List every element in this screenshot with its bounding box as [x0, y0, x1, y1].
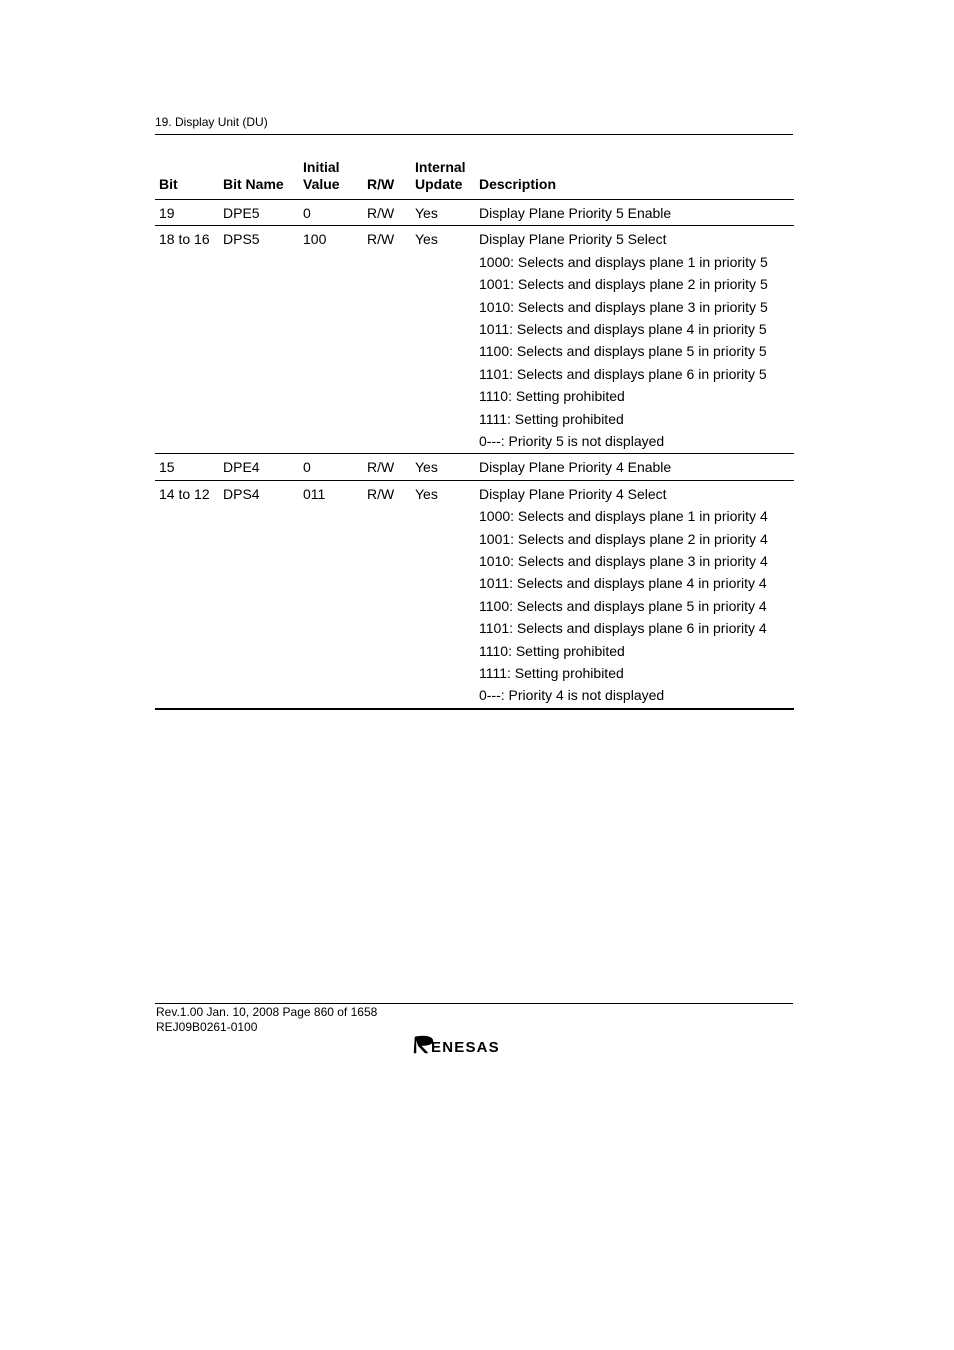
description-line: 1000: Selects and displays plane 1 in priority 5 [479, 253, 768, 270]
svg-text:ENESAS: ENESAS [431, 1039, 500, 1055]
bit-cell: 19 [159, 205, 175, 221]
table-row [155, 226, 794, 454]
footer-doc-number: REJ09B0261-0100 [156, 1020, 258, 1034]
initial-value-cell: 100 [303, 231, 327, 248]
description-line: Display Plane Priority 4 Enable [479, 459, 672, 476]
description-line: 1101: Selects and displays plane 6 in priority 5 [479, 365, 767, 382]
footer-rule [155, 1003, 793, 1004]
initial-value-cell: 0 [303, 459, 311, 476]
description-line: 1101: Selects and displays plane 6 in priority 4 [479, 620, 767, 637]
column-header-bit-name: Bit Name [223, 176, 284, 192]
table-row [155, 481, 794, 710]
table-row [155, 200, 794, 226]
description-line: 1110: Setting prohibited [479, 642, 625, 659]
column-header-initial-value: Initial Value [303, 159, 340, 192]
table-row [155, 454, 794, 480]
header-rule [155, 134, 793, 135]
description-line: 1111: Setting prohibited [479, 410, 624, 427]
description-line: 1001: Selects and displays plane 2 in priority 4 [479, 530, 768, 547]
description-line: Display Plane Priority 5 Enable [479, 205, 672, 221]
rw-cell: R/W [367, 485, 395, 502]
table-body [155, 200, 794, 710]
column-header-bit: Bit [159, 176, 178, 192]
description-line: 1010: Selects and displays plane 3 in priority 5 [479, 298, 768, 315]
section-title: 19. Display Unit (DU) [155, 115, 268, 129]
table-header-row [155, 150, 794, 200]
description-line: 1111: Setting prohibited [479, 664, 624, 681]
description-line: 1110: Setting prohibited [479, 388, 625, 405]
footer-revision: Rev.1.00 Jan. 10, 2008 Page 860 of 1658 [156, 1005, 378, 1019]
description-line: 1000: Selects and displays plane 1 in priority 4 [479, 508, 768, 525]
bit-cell: 18 to 16 [159, 231, 210, 248]
description-line: 0---: Priority 4 is not displayed [479, 687, 665, 704]
renesas-logo [413, 1033, 533, 1055]
initial-value-cell: 0 [303, 205, 311, 221]
description-line: 1011: Selects and displays plane 4 in priority 4 [479, 575, 767, 592]
description-line: 1100: Selects and displays plane 5 in priority 5 [479, 343, 767, 360]
internal-update-cell: Yes [415, 231, 438, 248]
description-line: Display Plane Priority 4 Select [479, 485, 667, 502]
internal-update-cell: Yes [415, 485, 438, 502]
description-line: 0---: Priority 5 is not displayed [479, 432, 665, 449]
bit-cell: 14 to 12 [159, 485, 210, 502]
description-line: Display Plane Priority 5 Select [479, 231, 667, 248]
description-cell [479, 456, 671, 478]
initial-value-cell: 011 [303, 485, 326, 502]
rw-cell: R/W [367, 459, 395, 476]
description-line: 1100: Selects and displays plane 5 in priority 4 [479, 597, 767, 614]
description-cell [479, 228, 768, 452]
column-header-rw: R/W [367, 176, 395, 192]
description-line: 1011: Selects and displays plane 4 in priority 5 [479, 320, 767, 337]
register-bit-table [155, 150, 794, 710]
bit-name-cell: DPS5 [223, 231, 260, 248]
rw-cell: R/W [367, 205, 395, 221]
description-line: 1001: Selects and displays plane 2 in priority 5 [479, 276, 768, 293]
internal-update-cell: Yes [415, 205, 438, 221]
internal-update-cell: Yes [415, 459, 438, 476]
description-cell [479, 483, 768, 707]
description-cell [479, 202, 671, 224]
bit-name-cell: DPS4 [223, 485, 260, 502]
description-line: 1010: Selects and displays plane 3 in priority 4 [479, 552, 768, 569]
column-header-description: Description [479, 176, 557, 192]
bit-cell: 15 [159, 459, 175, 476]
column-header-internal-update: Internal Update [415, 159, 466, 192]
rw-cell: R/W [367, 231, 395, 248]
bit-name-cell: DPE5 [223, 205, 260, 221]
bit-name-cell: DPE4 [223, 459, 260, 476]
